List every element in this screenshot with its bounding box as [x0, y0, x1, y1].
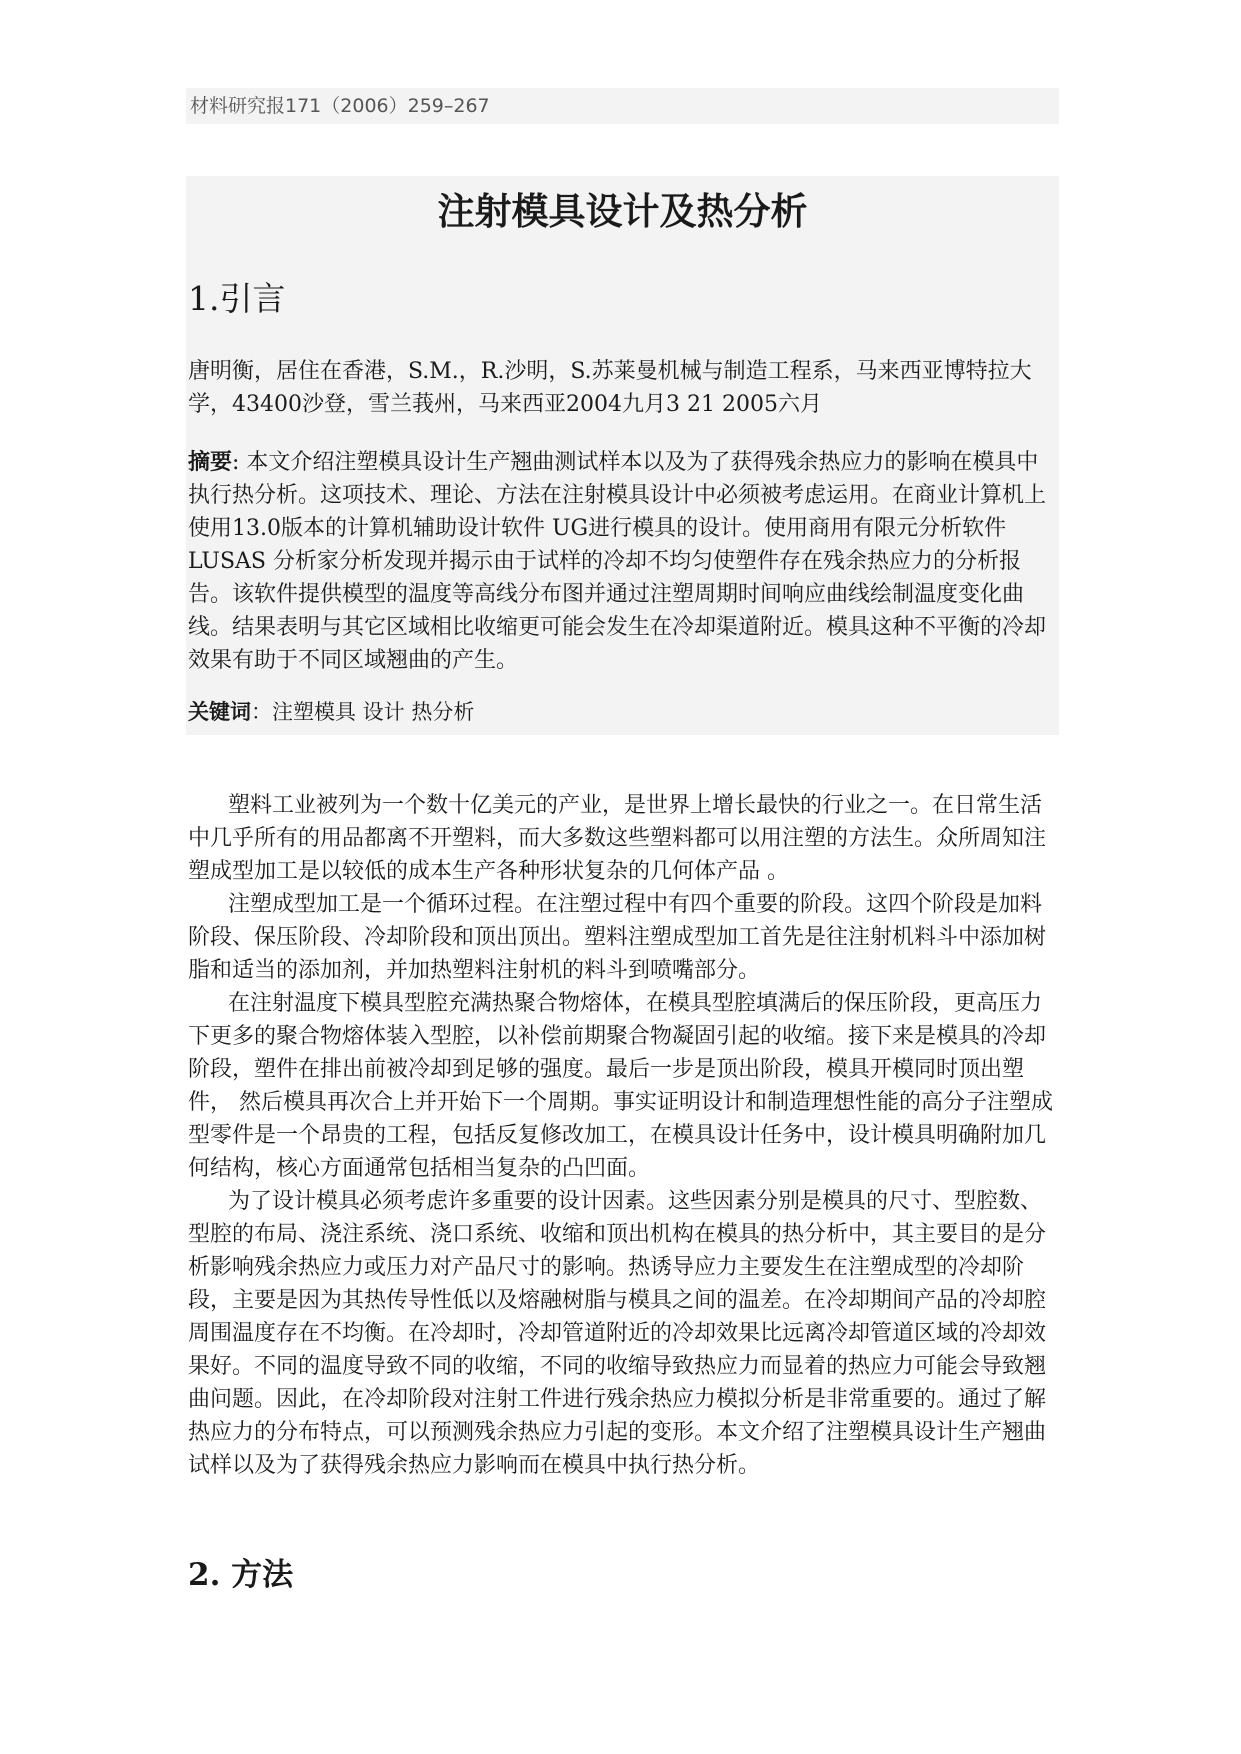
abstract-text: : 本文介绍注塑模具设计生产翘曲测试样本以及为了获得残余热应力的影响在模具中执行热分析。这项技术、理论、方法在注射模具设计中必须被考虑运用。在商业计算机上使用13.0版本的计算机辅助设计软件 UG进行模具的设计。使用商用有限元分析软件 LUSAS 分析家分析发现并揭示由于试样的冷却不均匀使塑件存在残余热应力的分析报告。该软件提供模型的温度等高线分布图并通过注塑周期时间响应曲线绘制温度变化曲线。结果表明与其它区域相比收缩更可能会发生在冷却渠道附近。模具这种不平衡的冷却效果有助于不同区域翘曲的产生。 — [188, 450, 1047, 673]
keywords-label: 关键词 — [188, 700, 251, 724]
section-2-heading: 2. 方法 — [188, 1557, 294, 1593]
abstract — [188, 446, 1060, 677]
paragraph: 在注射温度下模具型腔充满热聚合物熔体，在模具型腔填满后的保压阶段，更高压力下更多的聚合物熔体装入型腔，以补偿前期聚合物凝固引起的收缩。接下来是模具的冷却阶段，塑件在排出前被冷却到足够的强度。最后一步是顶出阶段，模具开模同时顶出塑件， 然后模具再次合上并开始下一个周期。事实证明设计和制造理想性能的高分子注塑成型零件是一个昂贵的工程，包括反复修改加工，在模具设计任务中，设计模具明确附加几何结构，核心方面通常包括相当复杂的凸凹面。 — [188, 991, 1053, 1181]
journal-citation: 材料研究报171（2006）259–267 — [186, 88, 1059, 124]
keywords-text: ：注塑模具 设计 热分析 — [251, 700, 475, 724]
paragraph: 塑料工业被列为一个数十亿美元的产业，是世界上增长最快的行业之一。在日常生活中几乎所有的用品都离不开塑料，而大多数这些塑料都可以用注塑的方法生。众所周知注塑成型加工是以较低的成本生产各种形状复杂的几何体产品 。 — [188, 793, 1047, 884]
abstract-label: 摘要 — [188, 450, 233, 475]
section-1-heading: 1.引言 — [188, 279, 286, 318]
paragraph: 注塑成型加工是一个循环过程。在注塑过程中有四个重要的阶段。这四个阶段是加料阶段、保压阶段、冷却阶段和顶出顶出。塑料注塑成型加工首先是往注射机料斗中添加树脂和适当的添加剂，并加热塑料注射机的料斗到喷嘴部分。 — [188, 892, 1047, 983]
keywords — [188, 697, 474, 727]
body-text — [188, 789, 1060, 1482]
paper-title: 注射模具设计及热分析 — [437, 189, 808, 233]
paragraph: 为了设计模具必须考虑许多重要的设计因素。这些因素分别是模具的尺寸、型腔数、型腔的布局、浇注系统、浇口系统、收缩和顶出机构在模具的热分析中，其主要目的是分析影响残余热应力或压力对产品尺寸的影响。热诱导应力主要发生在注塑成型的冷却阶段，主要是因为其热传导性低以及熔融树脂与模具之间的温差。在冷却期间产品的冷却腔周围温度存在不均衡。在冷却时，冷却管道附近的冷却效果比远离冷却管道区域的冷却效果好。不同的温度导致不同的收缩，不同的收缩导致热应力而显着的热应力可能会导致翘曲问题。因此，在冷却阶段对注射工件进行残余热应力模拟分析是非常重要的。通过了解热应力的分布特点，可以预测残余热应力引起的变形。本文介绍了注塑模具设计生产翘曲试样以及为了获得残余热应力影响而在模具中执行热分析。 — [188, 1189, 1047, 1478]
authors-affiliation: 唐明衡，居住在香港，S.M.，R.沙明，S.苏莱曼机械与制造工程系，马来西亚博特拉大学，43400沙登，雪兰莪州，马来西亚2004九月3 21 2005六月 — [188, 359, 1032, 417]
